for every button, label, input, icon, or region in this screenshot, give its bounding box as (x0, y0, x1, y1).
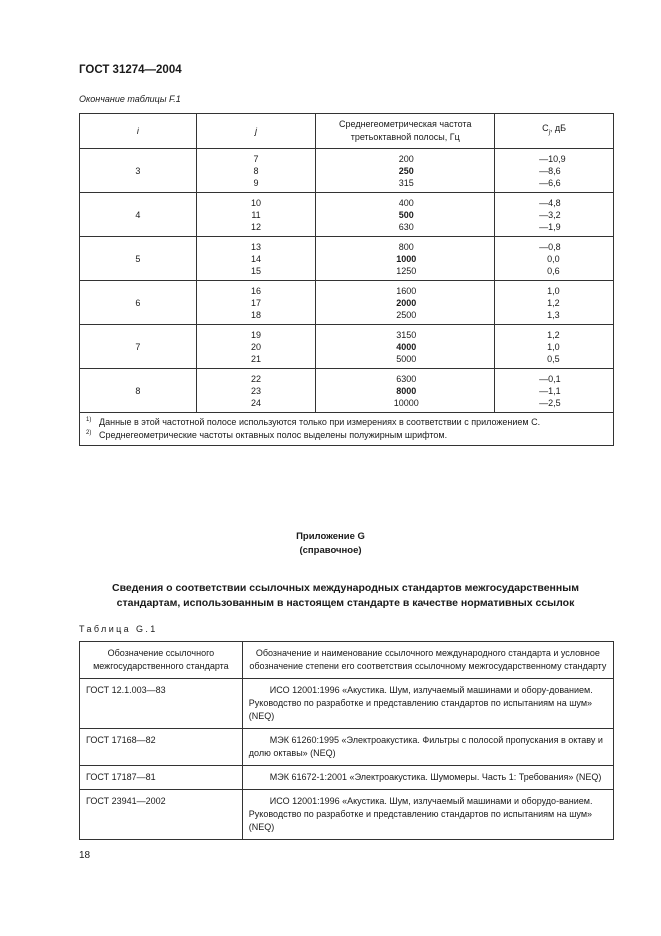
header-ref-standard: Обозначение ссылочного межгосударственного стандарта (80, 642, 243, 679)
table-g1 (79, 641, 614, 840)
appendix-heading: Сведения о соответствии ссылочных международных стандартов межгосударственным стандартам, использованным в настоящем стандарте в качестве нормативных ссылок (112, 582, 579, 609)
cell-intl-standard: ИСО 12001:1996 «Акустика. Шум, излучаемый машинами и оборудо-ванием. Руководство по разработке и представлению стандартов по испытаниям на шум» (NEQ) (242, 790, 613, 840)
appendix-title: Приложение G (296, 531, 365, 542)
header-intl-standard: Обозначение и наименование ссылочного международного стандарта и условное обозначение степени его соответствия ссылочному межгосударственному стандарту (242, 642, 613, 679)
table-row (80, 237, 614, 281)
cell-ref-standard: ГОСТ 17187—81 (80, 766, 243, 790)
cell-i: 7 (80, 325, 197, 369)
cell-frequency: 6300 8000 10000 (316, 369, 495, 413)
table-f1-caption: Окончание таблицы F.1 (79, 94, 181, 104)
cell-j: 16 17 18 (196, 281, 316, 325)
cell-frequency: 1600 2000 2500 (316, 281, 495, 325)
table-header-row (80, 114, 614, 149)
table-notes-row (80, 413, 614, 446)
cell-ref-standard: ГОСТ 17168—82 (80, 729, 243, 766)
table-notes (80, 413, 614, 446)
table-row (80, 369, 614, 413)
cell-cj: —4,8 —3,2 —1,9 (495, 193, 614, 237)
table-row (80, 325, 614, 369)
cell-cj: —0,8 0,0 0,6 (495, 237, 614, 281)
page-number: 18 (79, 850, 91, 861)
table-row (80, 790, 614, 840)
table-row (80, 149, 614, 193)
header-frequency: Среднегеометрическая частота третьоктавной полосы, Гц (316, 114, 495, 149)
cell-i: 8 (80, 369, 197, 413)
header-i: i (80, 114, 197, 149)
cell-i: 4 (80, 193, 197, 237)
cell-j: 10 11 12 (196, 193, 316, 237)
cell-intl-standard: МЭК 61672-1:2001 «Электроакустика. Шумомеры. Часть 1: Требования» (NEQ) (242, 766, 613, 790)
cell-intl-standard: МЭК 61260:1995 «Электроакустика. Фильтры с полосой пропускания в октаву и долю октавы» (NEQ) (242, 729, 613, 766)
table-row (80, 193, 614, 237)
cell-frequency: 800 1000 1250 (316, 237, 495, 281)
header-j: j (196, 114, 316, 149)
table-row (80, 679, 614, 729)
cell-i: 5 (80, 237, 197, 281)
cell-ref-standard: ГОСТ 23941—2002 (80, 790, 243, 840)
cell-j: 19 20 21 (196, 325, 316, 369)
table-row (80, 729, 614, 766)
cell-j: 7 8 9 (196, 149, 316, 193)
cell-cj: 1,2 1,0 0,5 (495, 325, 614, 369)
cell-intl-standard: ИСО 12001:1996 «Акустика. Шум, излучаемый машинами и обору-дованием. Руководство по разработке и представлению стандартов по испытаниям на шум» (NEQ) (242, 679, 613, 729)
cell-j: 13 14 15 (196, 237, 316, 281)
table-header-row (80, 642, 614, 679)
document-header: ГОСТ 31274—2004 (79, 64, 182, 76)
appendix-subtitle: (справочное) (299, 545, 362, 556)
table-row (80, 281, 614, 325)
table-f1 (79, 113, 614, 446)
cell-frequency: 400 500 630 (316, 193, 495, 237)
cell-ref-standard: ГОСТ 12.1.003—83 (80, 679, 243, 729)
cell-cj: —10,9 —8,6 —6,6 (495, 149, 614, 193)
cell-frequency: 200 250 315 (316, 149, 495, 193)
header-cj: $C_j$, дБ (495, 114, 614, 149)
note-1: $^{1)}$ Данные в этой частотной полосе используются только при измерениях в соответствии с приложением С. (86, 417, 541, 427)
cell-cj: 1,0 1,2 1,3 (495, 281, 614, 325)
note-2: $^{2)}$ Среднегеометрические частоты октавных полос выделены полужирным шрифтом. (86, 430, 448, 440)
table-g1-caption: Таблица G.1 (79, 624, 158, 634)
cell-j: 22 23 24 (196, 369, 316, 413)
cell-cj: —0,1 —1,1 —2,5 (495, 369, 614, 413)
table-row (80, 766, 614, 790)
cell-frequency: 3150 4000 5000 (316, 325, 495, 369)
cell-i: 3 (80, 149, 197, 193)
cell-i: 6 (80, 281, 197, 325)
